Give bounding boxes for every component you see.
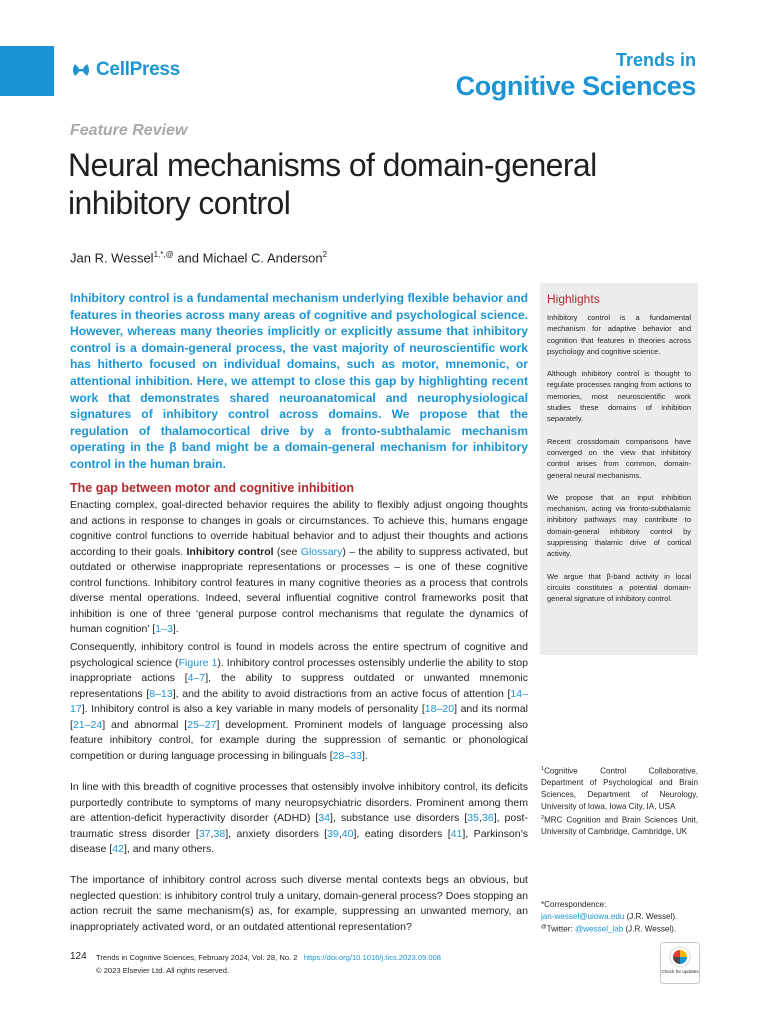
check-for-updates-icon[interactable] — [660, 942, 700, 984]
body-paragraph: Consequently, inhibitory control is found in models across the entire spectrum of cognitive and psychological science (Figure 1). Inhibitory control processes ostensibly underlie the ability to stop inappropriate actions [4–7], the ability to suppress outdated or unwanted mnemonic representations [8–13], and the ability to avoid distractions from an active focus of attention [14–17]. Inhibitory control is also a key variable in many models of personality [18–20] and its normal [21–24] and abnormal [25–27] development. Prominent models of language processing also feature inhibitory control, for example during the suppression of semantic or phonological competition or during language processing in bilinguals [28–33]. — [70, 641, 529, 762]
journal-color-tab — [0, 46, 54, 96]
cellpress-logo-icon — [70, 59, 92, 81]
publisher-name: CellPress — [96, 59, 180, 80]
reference-link[interactable]: 14–17 — [70, 687, 528, 715]
body-paragraph: In line with this breadth of cognitive processes that ostensibly involve inhibitory control, its deficits purportedly contribute to symptoms of many neuropsychiatric disorders. Prominent among them are attention-deficit hyperactivity disorder (ADHD) [34], substance use disorders [35,36], post-traumatic stress disorder [37,38], anxiety disorders [39,40], eating disorders [41], Parkinson’s disease [42], and many others. — [70, 781, 528, 855]
highlight-item: We argue that β-band activity in local circuits constitutes a potential domain-general signature of inhibitory control. — [547, 571, 691, 604]
twitter-handle-link[interactable]: @wessel_lab — [574, 924, 624, 934]
correspondence: *Correspondence: jan-wessel@uiowa.edu (J.R. Wessel). @Twitter: @wessel_lab (J.R. Wessel). — [541, 899, 701, 935]
correspondence-label: *Correspondence: — [541, 900, 607, 909]
highlights-box — [540, 283, 698, 655]
author-conjunction: and — [173, 250, 203, 266]
reference-link[interactable]: 4–7 — [187, 672, 206, 684]
reference-link[interactable]: 25–27 — [187, 718, 217, 731]
reference-link[interactable]: 21–24 — [72, 718, 103, 731]
reference-link[interactable]: 18–20 — [424, 703, 455, 715]
reference-link[interactable]: 38 — [213, 827, 226, 840]
section-heading: The gap between motor and cognitive inhibition — [70, 481, 355, 495]
reference-link[interactable]: 42 — [112, 843, 124, 855]
affiliation-1: Cognitive Control Collaborative, Department of Psychological and Brain Sciences, Department of Neurology, University of Iowa, Iowa City, IA, USA — [541, 766, 698, 812]
journal-name — [456, 50, 696, 102]
highlight-item: Recent crossdomain comparisons have converged on the view that inhibitory control arises from common, domain-general neural mechanisms. — [547, 436, 691, 480]
reference-link[interactable]: 37 — [198, 827, 211, 840]
journal-name-line1: Trends in — [615, 50, 696, 70]
twitter-marker: @ — [541, 924, 547, 931]
doi-link[interactable]: https://doi.org/10.1016/j.tics.2023.09.008 — [303, 953, 442, 962]
reference-link[interactable]: 39 — [327, 827, 339, 840]
highlights-title: Highlights — [547, 292, 600, 306]
reference-link[interactable]: 41 — [450, 827, 463, 840]
reference-link[interactable]: 40 — [341, 827, 354, 840]
author-affiliation-marker: 1,*,@ — [153, 250, 174, 259]
copyright-text: © 2023 Elsevier Ltd. All rights reserved. — [96, 966, 230, 975]
article-type: Feature Review — [70, 122, 188, 139]
highlight-item: We propose that an input inhibition mechanism, acting via fronto-subthalamic inhibitory pathways may contribute to domain-general inhibitory control by suppressing thalamic drive of cortical activity. — [547, 492, 691, 559]
cellpress-logo[interactable] — [70, 59, 180, 81]
footer-citation — [96, 951, 441, 977]
journal-name-line2: Cognitive Sciences — [455, 71, 696, 101]
reference-link[interactable]: 8–13 — [149, 687, 173, 700]
page-number: 124 — [70, 951, 87, 962]
article-title: Neural mechanisms of domain-general inhibitory control — [68, 147, 597, 221]
glossary-term[interactable]: Inhibitory control — [186, 545, 274, 558]
reference-link[interactable]: 35 — [467, 812, 480, 824]
correspondence-email-link[interactable]: jan-wessel@uiowa.edu — [541, 911, 625, 921]
body-paragraph: The importance of inhibitory control across such diverse mental contexts begs an obvious, but neglected question: is inhibitory control truly a unitary, domain-general process? Does stopping an action recruit the same mechanism(s) as, for example, suppressing an unwanted memory, an inappropriately activated word, or an outdated attentional representation? — [70, 874, 528, 933]
reference-link[interactable]: 34 — [318, 812, 331, 824]
figure-link[interactable]: Figure 1 — [178, 656, 218, 669]
glossary-link[interactable]: Glossary — [300, 545, 343, 558]
reference-link[interactable]: 36 — [481, 812, 494, 824]
body-paragraph: Enacting complex, goal-directed behavior requires the ability to flexibly adjust ongoing thoughts and actions in response to changes in goals or circumstances. To achieve this, humans engage cognitive control functions to override habitual behavior and to adjust their thoughts and actions according to their goals. Inhibitory control (see Glossary) – the ability to suppress activated, but outdated or otherwise inappropriate representations or processes – is one of these cognitive control functions. Inhibitory control features in many cognitive theories as a process that controls diverse mental operations. Indeed, several influential cognitive control frameworks posit that inhibition is one of three ‘general purpose control mechanisms that regulate the dynamics of human cognition’ [1–3]. — [70, 499, 528, 635]
affiliation-2: MRC Cognition and Brain Sciences Unit, University of Cambridge, Cambridge, UK — [541, 815, 698, 837]
reference-link[interactable]: 28–33 — [332, 749, 363, 762]
affiliations: $^1$Cognitive Control Collaborative, Department of Psychological and Brain Sciences, Department of Neurology, University of Iowa, Iowa City, IA, USA $^2$MRC Cognition and Brain Sciences Unit, University of Cambridge, Cambridge, UK — [541, 766, 698, 837]
highlight-item: Inhibitory control is a fundamental mechanism for adaptive behavior and cognition that features in theories across psychology and cognitive science. — [547, 313, 691, 356]
author-list — [70, 250, 327, 265]
highlight-item: Although inhibitory control is thought to regulate processes ranging from actions to memories, most neuroscientific work studies these domains of inhibition separately. — [547, 369, 691, 424]
author-name[interactable]: Michael C. Anderson — [202, 250, 323, 266]
reference-link[interactable]: 1–3 — [155, 623, 173, 635]
author-affiliation-marker: 2 — [322, 250, 328, 259]
abstract: Inhibitory control is a fundamental mechanism underlying flexible behavior and features in theories across many areas of cognitive and psychological science. However, whereas many theories implicitly or explicitly assume that inhibitory control is a domain-general process, the vast majority of neuroscientific work has hitherto focused on individual domains, such as motor, mnemonic, or attentional inhibition. Here, we attempt to close this gap by highlighting recent work that demonstrates shared neuroanatomical and neurophysiological signatures of inhibitory control across domains. We propose that the regulation of thalamocortical drive by a fronto-subthalamic mechanism operating in the β band might be a domain-general mechanism for inhibitory control in the human brain. — [70, 291, 528, 471]
badge-text: Check for updates — [661, 969, 699, 974]
author-name[interactable]: Jan R. Wessel — [70, 250, 154, 266]
citation-text: Trends in Cognitive Sciences, February 2024, Vol. 28, No. 2 — [96, 953, 298, 962]
